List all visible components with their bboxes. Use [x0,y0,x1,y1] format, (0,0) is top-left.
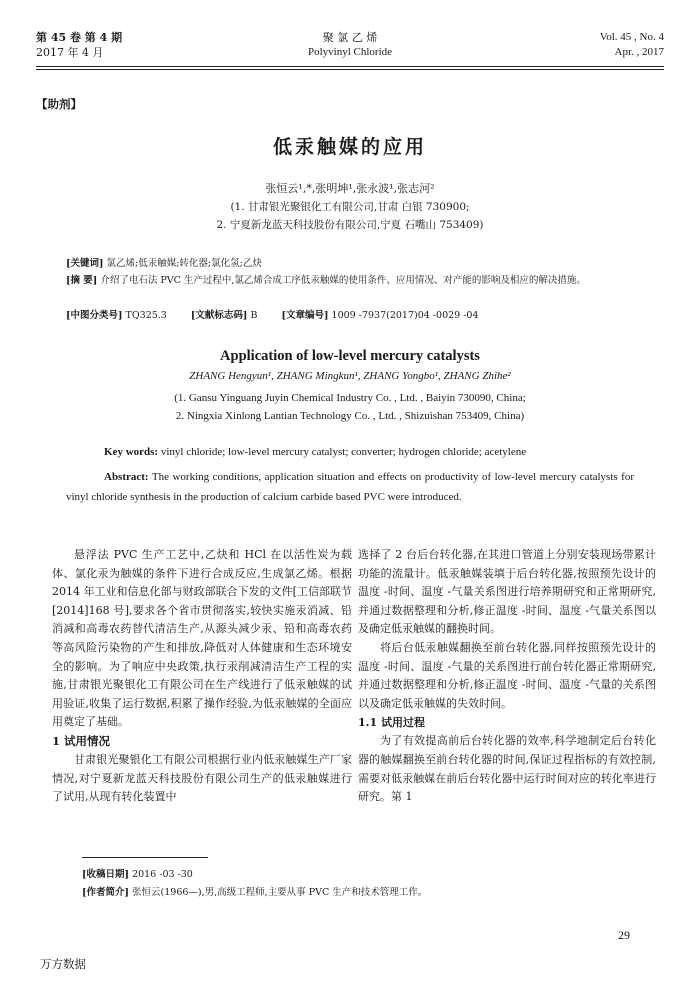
header-rule-thin [36,69,664,70]
abstract-cn-label: [摘 要] [66,275,98,286]
affiliation-cn-2: 2. 宁夏新龙蓝天科技股份有限公司,宁夏 石嘴山 753409) [216,219,484,231]
body-paragraph: 为了有效提高前后台转化器的效率,科学地制定后台转化器的触媒翻换至前台转化器的时间,保证过程指标的有效控制,需要对低汞触媒在前后台转化器中运行时间对应的转化率进行研究。第 1 [358,734,656,804]
authors-cn: 张恒云¹,*,张明坤¹,张永波¹,张志河² [265,182,435,195]
doc-code-label: [文献标志码] [190,310,248,321]
running-header [36,30,664,66]
authors-en: ZHANG Hengyun¹, ZHANG Mingkun¹, ZHANG Yongbo¹, ZHANG Zhihe² [189,370,511,382]
affiliation-cn-1: (1. 甘肃银光聚银化工有限公司,甘肃 白银 730900; [230,201,470,213]
journal-en: Polyvinyl Chloride [307,46,393,58]
author-bio-label: [作者简介] [82,887,129,898]
page-number: 29 [618,928,630,942]
abstract-en [66,467,634,507]
affiliation-en-2: 2. Ningxia Xinlong Lantian Technology Co. , Ltd. , Shizuishan 753409, China) [175,410,525,422]
body-paragraph: 甘肃银光聚银化工有限公司根据行业内低汞触媒生产厂家情况,对宁夏新龙蓝天科技股份有限公司生产的低汞触媒进行了试用,从现有转化装置中 [52,752,352,804]
date-en: Apr. , 2017 [614,46,664,58]
keywords-en [104,446,634,458]
clc-value: TQ325.3 [125,310,167,321]
body-column-left [52,546,352,807]
section-heading: 1 试用情况 [52,733,111,748]
received-date: 2016 -03 -30 [132,869,193,880]
header-right [600,30,664,60]
affiliation-en-1: (1. Gansu Yinguang Juyin Chemical Industry Co. , Ltd. , Baiyin 730090, China; [174,392,526,404]
abstract-en-text: The working conditions, application situation and effects on productivity of low-level mercury catalysts for vinyl chloride synthesis in the production of calcium carbide based PVC were introduced. [66,471,634,503]
footnote-rule [82,857,208,858]
footnote-received [82,866,193,880]
abstract-en-label: Abstract: [104,471,149,483]
subsection-heading: 1.1 试用过程 [358,716,425,730]
title-cn: 低汞触媒的应用 [272,136,427,158]
volume-cn: 第 45 卷 第 4 期 [36,31,123,44]
keywords-cn [66,256,634,272]
journal-cn: 聚 氯 乙 烯 [322,31,378,44]
body-column-right [358,546,656,807]
volume-en: Vol. 45 , No. 4 [599,31,664,43]
keywords-cn-text: 氯乙烯;低汞触媒;转化器;氯化氢;乙炔 [106,258,262,269]
abstract-cn [66,273,634,289]
received-label: [收稿日期] [82,869,129,880]
column-tag: 【助剂】 [36,97,82,111]
doc-code-value: B [250,310,258,321]
body-paragraph: 选择了 2 台后台转化器,在其进口管道上分别安装现场带累计功能的流量计。低汞触媒装填于后台转化器,按照预先设计的温度 -时间、温度 -气量关系图进行培养期研究和正常期研究,并通过数据整理和分析,修正温度 -时间、温度 -气量关系图以及确定低汞触媒的翻换时间。 [358,548,656,636]
keywords-cn-label: [关键词] [66,258,104,269]
watermark: 万方数据 [40,957,86,971]
header-rule [36,66,664,67]
title-en: Application of low-level mercury catalysts [220,348,480,364]
classification-line [66,308,634,324]
abstract-cn-text: 介绍了电石法 PVC 生产过程中,氯乙烯合成工序低汞触媒的使用条件、应用情况、对产能的影响及相应的解决措施。 [100,275,586,286]
body-paragraph: 悬浮法 PVC 生产工艺中,乙炔和 HCl 在以活性炭为载体、氯化汞为触媒的条件下进行合成反应,生成氯乙烯。根据 2014 年工业和信息化部与财政部联合下发的文件[工信部联节[2014]168 号],要求各个省市贯彻落实,较快实施汞消减、铅消减和高毒农药替代清洁生产,从源头减少汞、铅和高毒农药等高风险污染物的产生和排放,降低对人体健康和生态环境安全的影响。为了响应中央政策,执行汞削减清洁生产工程的实施,甘肃银光聚银化工有限公司在生产线进行了低汞触媒的试用验证,收集了运行数据,积累了操作经验,为低汞触媒的全面应用奠定了基础。 [52,548,352,729]
date-cn: 2017 年 4 月 [36,46,104,59]
clc-label: [中图分类号] [66,310,123,321]
article-no-value: 1009 -7937(2017)04 -0029 -04 [331,310,479,321]
body-paragraph: 将后台低汞触媒翻换至前台转化器,同样按照预先设计的温度 -时间、温度 -气量的关系图进行前台转化器正常期研究,并通过数据整理和分析,修正温度 -时间、温度 -气量的关系图以及确定低汞触媒的失效时间。 [358,640,656,710]
header-center [36,30,664,60]
article-no-label: [文章编号] [281,310,329,321]
keywords-en-text: vinyl chloride; low-level mercury catalyst; converter; hydrogen chloride; acetylene [160,446,527,458]
footnote-author [82,884,427,898]
author-bio: 张恒云(1966—),男,高级工程师,主要从事 PVC 生产和技术管理工作。 [132,887,428,898]
keywords-en-label: Key words: [104,446,159,458]
